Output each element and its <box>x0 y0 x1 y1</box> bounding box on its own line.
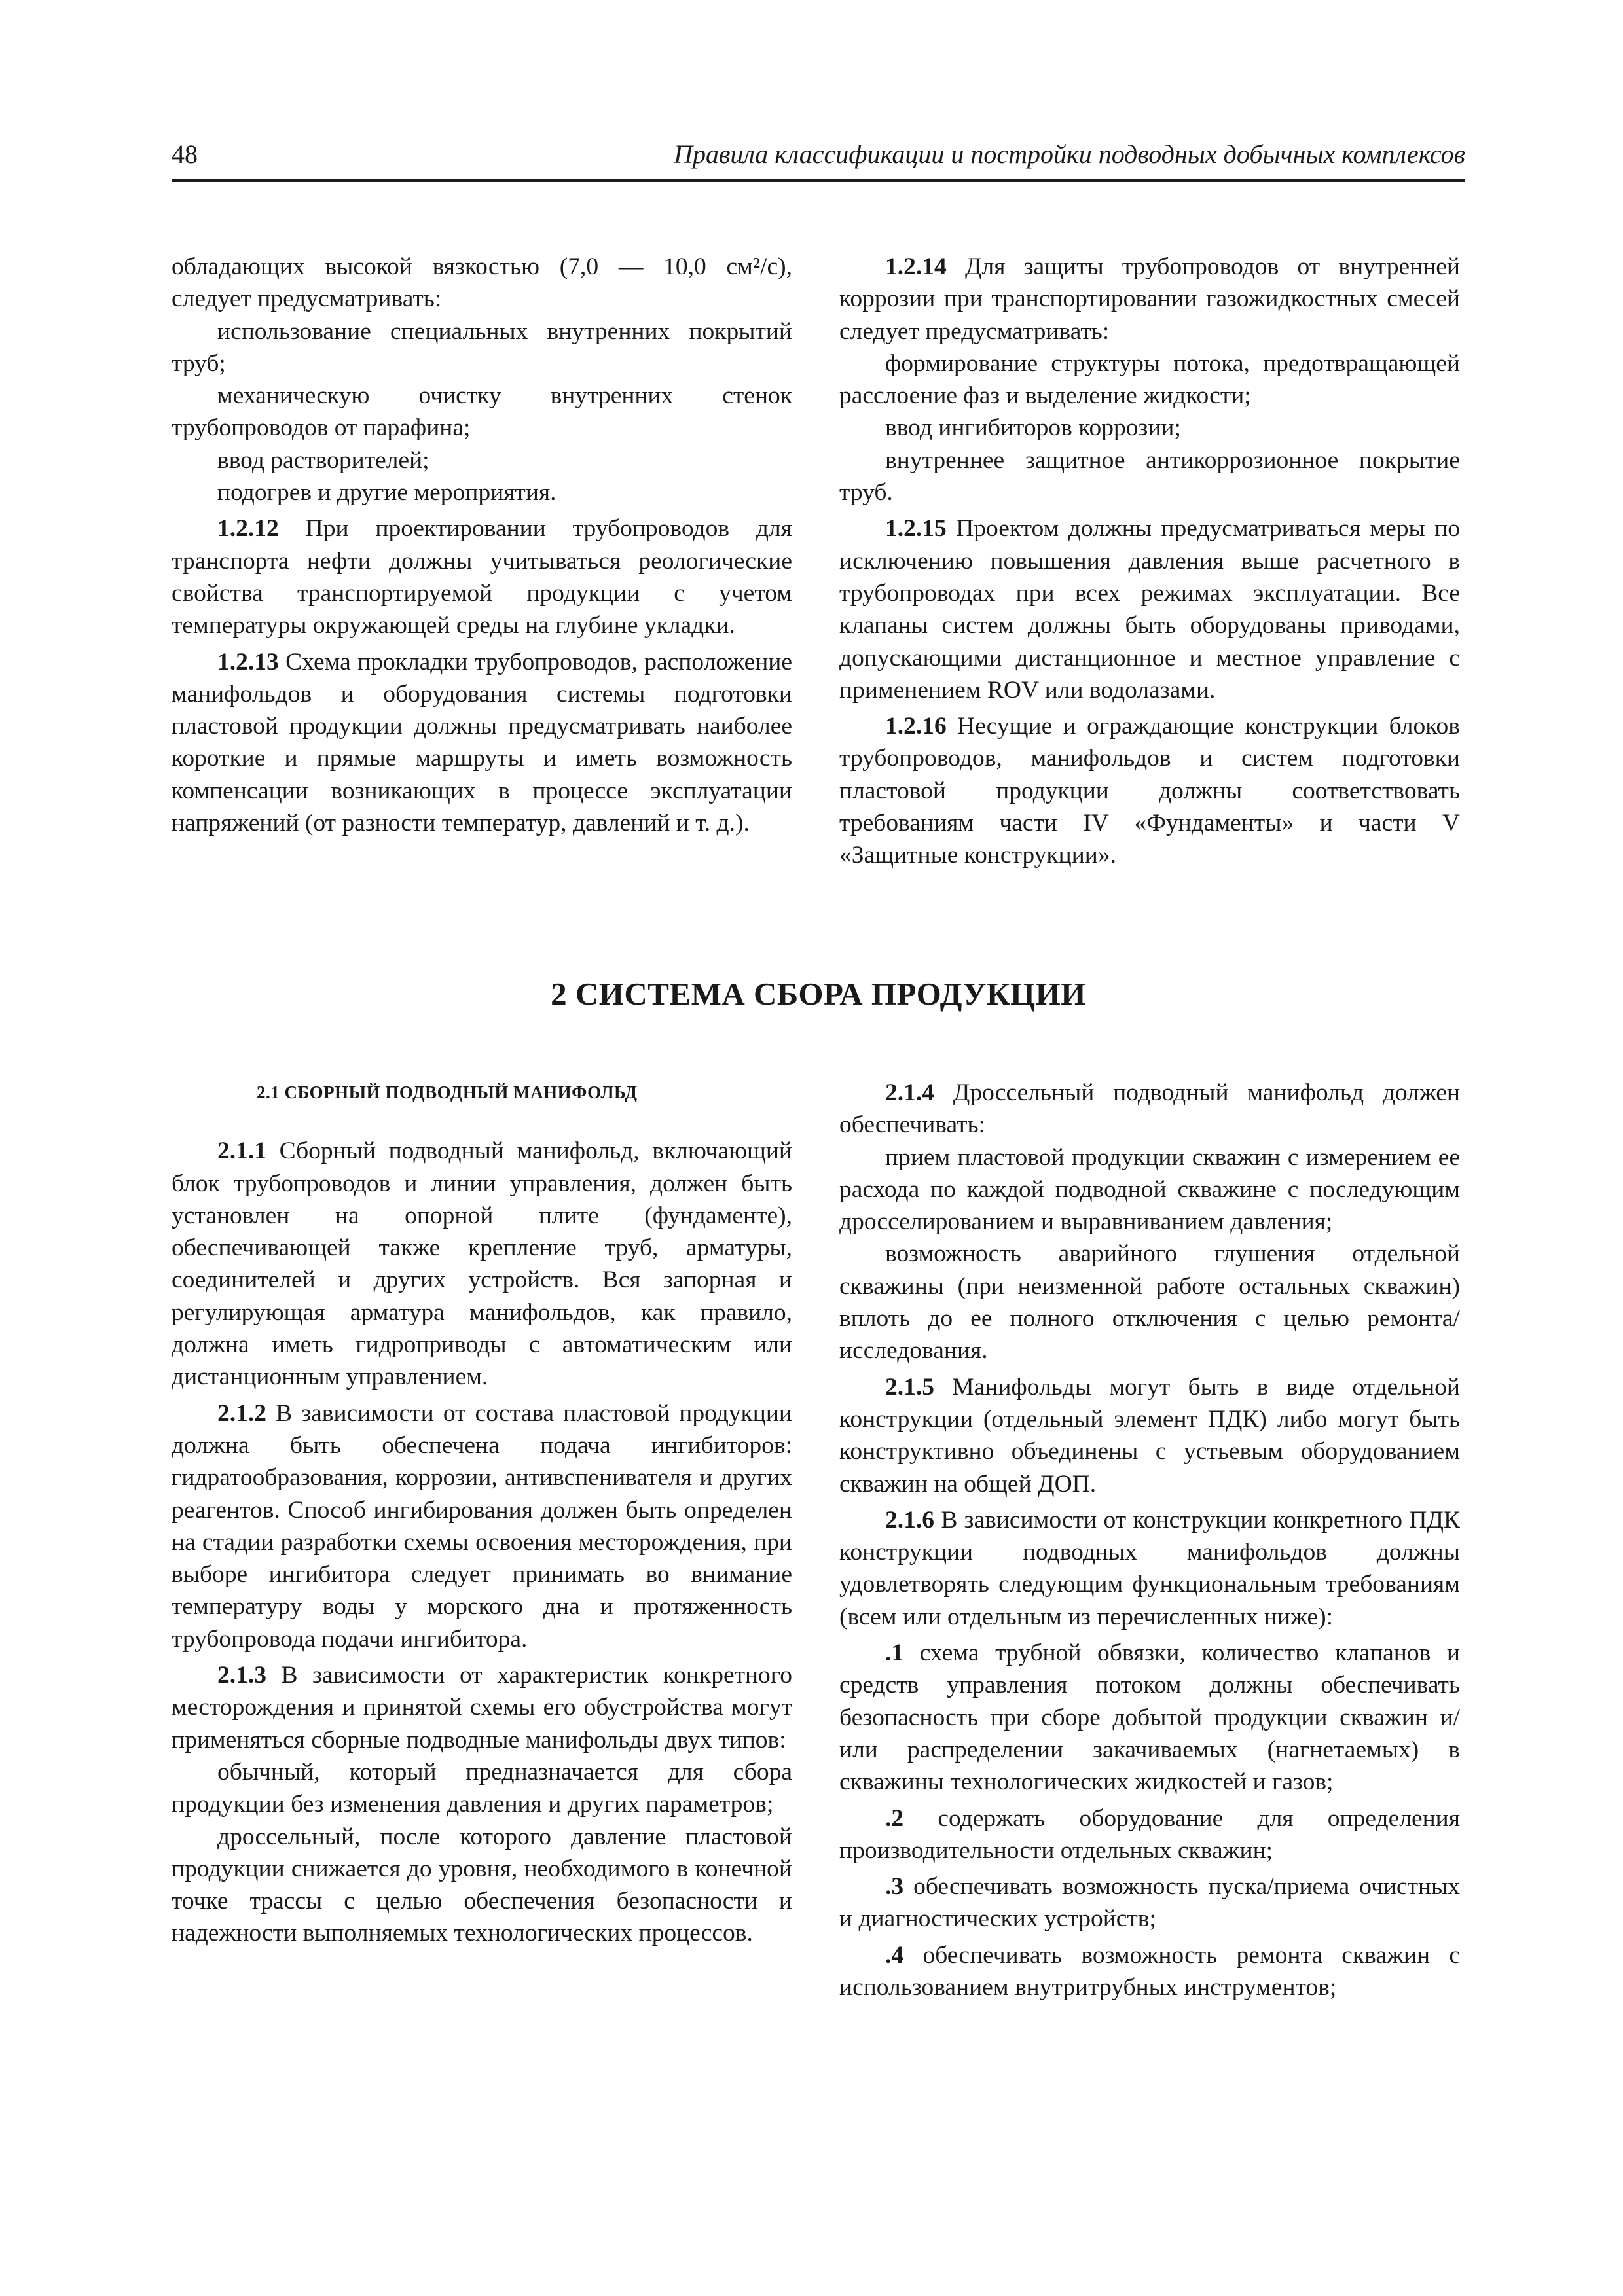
bottom-left-column <box>172 1077 792 1950</box>
clause-2-1-4 <box>839 1077 1460 1141</box>
clause-text: В зависимости от состава пластовой продукции должна быть обеспечена подача ингибиторов: гидратообразования, коррозии, антивспенивателя и других реагентов. Способ ингибирования должен быть определен на стадии разработки схемы освоения месторождения, при выборе ингибитора следует принимать во внимание температуру воды у морского дна и протяженность трубопровода подачи ингибитора. <box>172 1399 792 1653</box>
clause-number: 2.1.1 <box>217 1138 266 1165</box>
paragraph: дроссельный, после которого давление пластовой продукции снижается до уровня, необходимого в конечной точке трассы с целью обеспечения безопасности и надежности выполняемых технологических процессов. <box>172 1823 792 1947</box>
clause-number: 2.1.6 <box>885 1506 934 1534</box>
bottom-right-column <box>839 1077 1460 2003</box>
clause-1-2-14 <box>839 251 1460 348</box>
clause-number: 1.2.15 <box>885 515 947 543</box>
clause-text: В зависимости от характеристик конкретного месторождения и принятой схемы его обустройства могут применяться сборные подводные манифольды двух типов: <box>172 1662 792 1753</box>
clause-text: В зависимости от конструкции конкретного ПДК конструкции подводных манифольдов должны удовлетворять следующим функциональным требованиям (всем или отдельным из перечисленных ниже): <box>839 1506 1460 1630</box>
paragraph: ввод ингибиторов коррозии; <box>885 414 1181 442</box>
list-item <box>839 1637 1460 1798</box>
clause-1-2-15 <box>839 512 1460 706</box>
clause-1-2-12 <box>172 512 792 641</box>
clause-text: При проектировании трубопроводов для транспорта нефти должны учитываться реологические свойства транспортируемой продукции с учетом температуры окружающей среды на глубине укладки. <box>172 515 792 639</box>
list-number: .2 <box>885 1804 904 1832</box>
running-title: Правила классификации и постройки подводных добычных комплексов <box>674 139 1465 169</box>
paragraph: возможность аварийного глушения отдельной скважины (при неизменной работе остальных скважин) вплоть до ее полного отключения с целью ремонта/исследования. <box>839 1240 1460 1365</box>
top-left-column <box>172 251 792 839</box>
paragraph: механическую очистку внутренних стенок трубопроводов от парафина; <box>172 382 792 442</box>
paragraph: внутреннее защитное антикоррозионное покрытие труб. <box>839 446 1460 507</box>
clause-2-1-1 <box>172 1135 792 1393</box>
clause-text: Схема прокладки трубопроводов, расположение манифольдов и оборудования системы подготовки пластовой продукции должны предусматривать наиболее короткие и прямые маршруты и иметь возможность компенсации возникающих в процессе эксплуатации напряжений (от разности температур, давлений и т. д.). <box>172 648 792 837</box>
clause-text: Несущие и ограждающие конструкции блоков трубопроводов, манифольдов и систем подготовки пластовой продукции должны соответствовать требованиям части IV «Фундаменты» и части V «Защитные конструкции». <box>839 713 1460 869</box>
clause-text: Сборный подводный манифольд, включающий блок трубопроводов и линии управления, должен быть установлен на опорной плите (фундаменте), обеспечивающей также крепление труб, арматуры, соединителей и других устройств. Вся запорная и регулирующая арматура манифольдов, как правило, должна иметь гидроприводы с автоматическим или дистанционным управлением. <box>172 1138 792 1391</box>
paragraph: использование специальных внутренних покрытий труб; <box>172 317 792 377</box>
clause-text: Для защиты трубопроводов от внутренней коррозии при транспортировании газожидкостных смесей следует предусматривать: <box>839 253 1460 345</box>
list-item <box>839 1871 1460 1935</box>
section-title: 2 СИСТЕМА СБОРА ПРОДУКЦИИ <box>551 976 1086 1012</box>
page-number: 48 <box>172 139 198 169</box>
subsection-title: 2.1 СБОРНЫЙ ПОДВОДНЫЙ МАНИФОЛЬД <box>257 1083 638 1102</box>
clause-text: Проектом должны предусматриваться меры по исключению повышения давления выше расчетного в трубопроводах при всех режимах эксплуатации. Все клапаны систем должны быть оборудованы приводами, допускающими дистанционное и местное управление с применением ROV или водолазами. <box>839 515 1460 704</box>
clause-2-1-3 <box>172 1659 792 1756</box>
list-text: обеспечивать возможность ремонта скважин с использованием внутритрубных инструментов; <box>839 1941 1460 2001</box>
list-text: содержать оборудование для определения производительности отдельных скважин; <box>839 1804 1460 1864</box>
clause-number: 2.1.2 <box>217 1399 266 1427</box>
clause-2-1-6 <box>839 1504 1460 1633</box>
clause-number: 2.1.4 <box>885 1079 934 1106</box>
clause-text: Дроссельный подводный манифольд должен обеспечивать: <box>839 1079 1460 1139</box>
clause-2-1-5 <box>839 1371 1460 1500</box>
clause-number: 2.1.3 <box>217 1662 266 1689</box>
clause-2-1-2 <box>172 1397 792 1655</box>
clause-number: 2.1.5 <box>885 1373 934 1401</box>
clause-number: 1.2.12 <box>217 515 279 543</box>
clause-1-2-13 <box>172 646 792 840</box>
list-text: обеспечивать возможность пуска/приема очистных и диагностических устройств; <box>839 1873 1460 1933</box>
clause-number: 1.2.14 <box>885 253 947 280</box>
list-text: схема трубной обвязки, количество клапанов и средств управления потоком должны обеспечивать безопасность при сборе добытой продукции скважин и/или распределении закачиваемых (нагнетаемых) в скважины технологических жидкостей и газов; <box>839 1640 1460 1796</box>
list-number: .4 <box>885 1941 904 1969</box>
list-number: .3 <box>885 1873 904 1901</box>
paragraph: формирование структуры потока, предотвращающей расслоение фаз и выделение жидкости; <box>839 350 1460 410</box>
paragraph: ввод растворителей; <box>217 446 429 474</box>
paragraph: обычный, который предназначается для сбора продукции без изменения давления и других параметров; <box>172 1758 792 1818</box>
clause-text: Манифольды могут быть в виде отдельной конструкции (отдельный элемент ПДК) либо могут быть конструктивно объединены с устьевым оборудованием скважин на общей ДОП. <box>839 1373 1460 1498</box>
top-right-column <box>839 251 1460 872</box>
list-item <box>839 1803 1460 1867</box>
paragraph: подогрев и другие мероприятия. <box>217 479 556 507</box>
clause-1-2-16 <box>839 710 1460 871</box>
clause-number: 1.2.13 <box>217 648 279 675</box>
clause-number: 1.2.16 <box>885 713 947 740</box>
page-header <box>172 139 1465 182</box>
paragraph: обладающих высокой вязкостью (7,0 — 10,0 см²/с), следует предусматривать: <box>172 253 792 313</box>
paragraph: прием пластовой продукции скважин с измерением ее расхода по каждой подводной скважине с последующим дросселированием и выравниванием давления; <box>839 1143 1460 1236</box>
list-item <box>839 1939 1460 2004</box>
list-number: .1 <box>885 1640 904 1667</box>
